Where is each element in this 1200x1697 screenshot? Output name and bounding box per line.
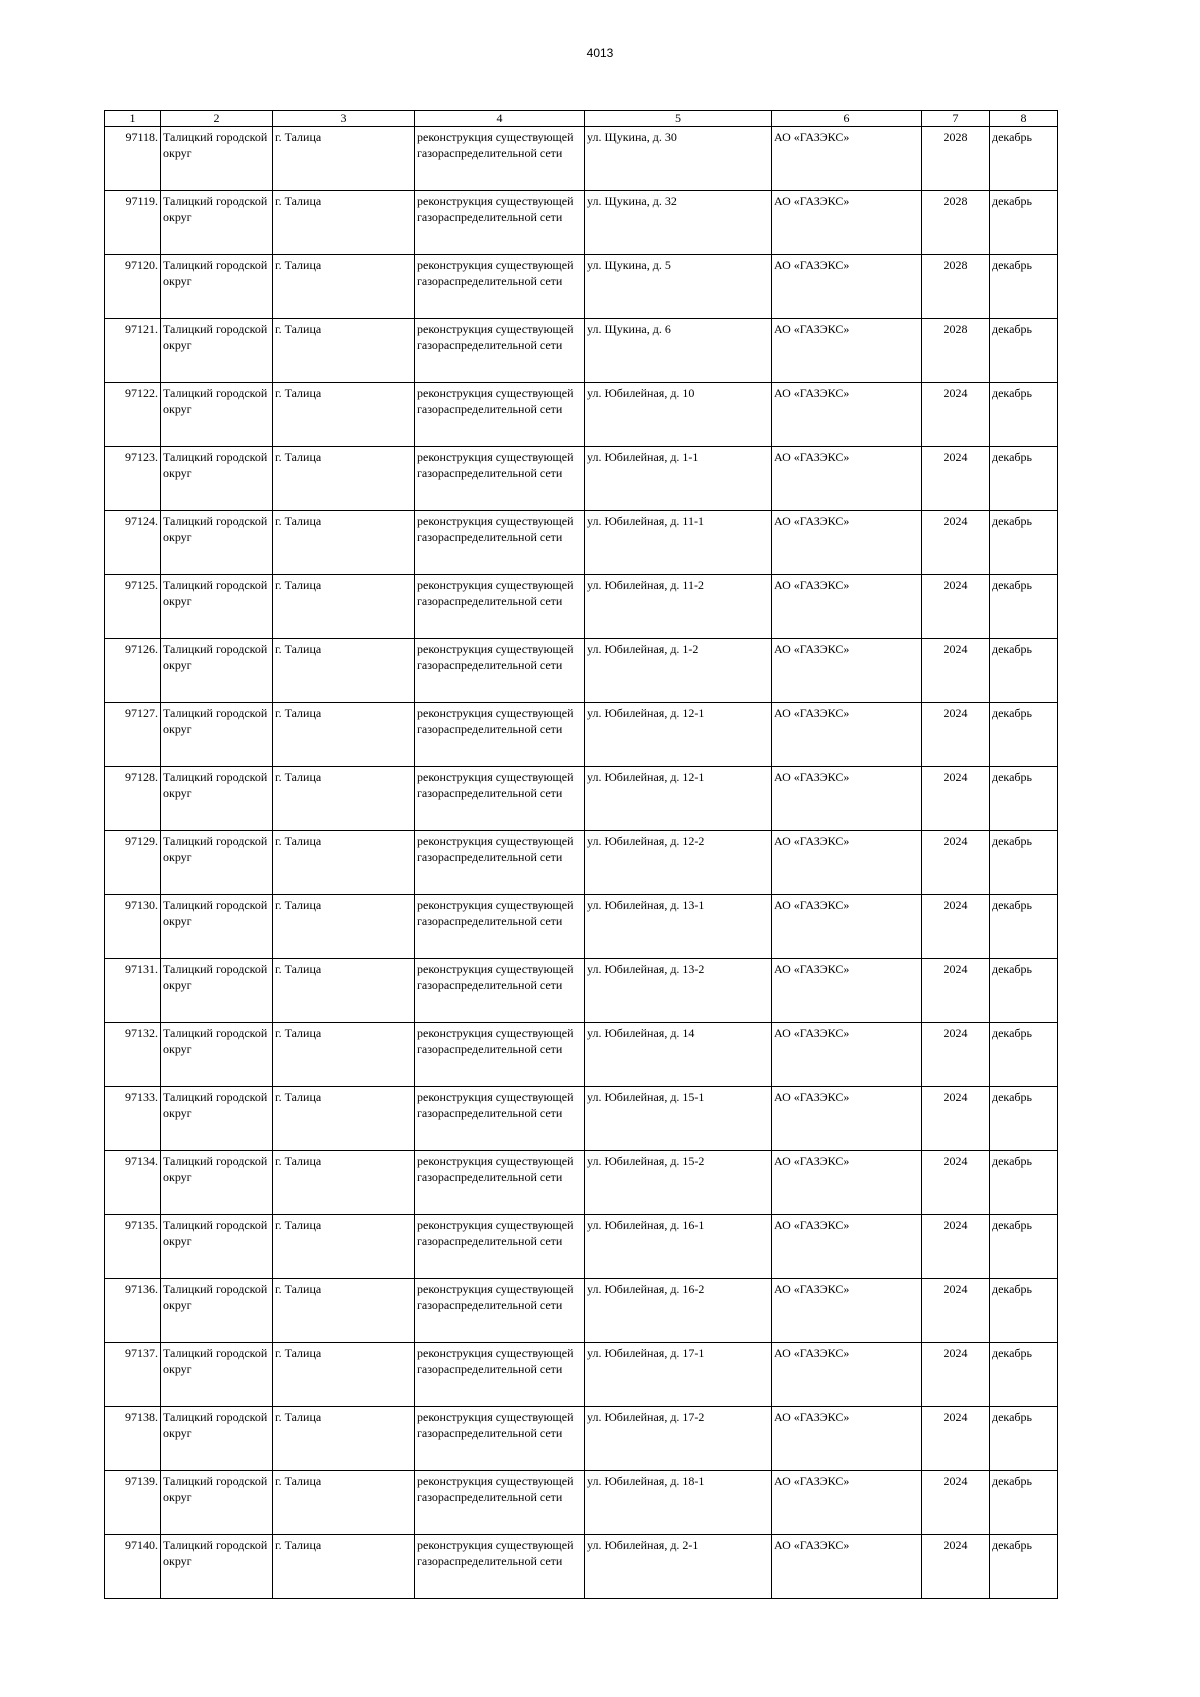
- table-row: [105, 1535, 1058, 1599]
- row-number-cell: 97119.: [105, 191, 161, 255]
- organization-cell: АО «ГАЗЭКС»: [772, 255, 922, 319]
- organization-cell: АО «ГАЗЭКС»: [772, 1343, 922, 1407]
- year-cell: 2024: [922, 639, 990, 703]
- locality-cell: г. Талица: [273, 1343, 415, 1407]
- work-type-cell: реконструкция существующей газораспределительной сети: [415, 1471, 585, 1535]
- row-number-cell: 97137.: [105, 1343, 161, 1407]
- year-cell: 2024: [922, 575, 990, 639]
- column-number: 5: [585, 111, 772, 127]
- row-number-cell: 97126.: [105, 639, 161, 703]
- work-type-cell: реконструкция существующей газораспределительной сети: [415, 1535, 585, 1599]
- table-row: [105, 959, 1058, 1023]
- year-cell: 2024: [922, 511, 990, 575]
- table-row: [105, 1151, 1058, 1215]
- work-type-cell: реконструкция существующей газораспределительной сети: [415, 447, 585, 511]
- column-number: 4: [415, 111, 585, 127]
- address-cell: ул. Юбилейная, д. 17-1: [585, 1343, 772, 1407]
- locality-cell: г. Талица: [273, 255, 415, 319]
- district-cell: Талицкий городской округ: [161, 831, 273, 895]
- table-row: [105, 447, 1058, 511]
- year-cell: 2028: [922, 255, 990, 319]
- month-cell: декабрь: [990, 191, 1058, 255]
- locality-cell: г. Талица: [273, 1151, 415, 1215]
- table-header: [105, 111, 1058, 127]
- organization-cell: АО «ГАЗЭКС»: [772, 1279, 922, 1343]
- district-cell: Талицкий городской округ: [161, 1343, 273, 1407]
- month-cell: декабрь: [990, 1535, 1058, 1599]
- district-cell: Талицкий городской округ: [161, 895, 273, 959]
- locality-cell: г. Талица: [273, 767, 415, 831]
- address-cell: ул. Щукина, д. 30: [585, 127, 772, 191]
- year-cell: 2024: [922, 447, 990, 511]
- address-cell: ул. Юбилейная, д. 1-1: [585, 447, 772, 511]
- month-cell: декабрь: [990, 1087, 1058, 1151]
- table-row: [105, 703, 1058, 767]
- district-cell: Талицкий городской округ: [161, 191, 273, 255]
- locality-cell: г. Талица: [273, 639, 415, 703]
- month-cell: декабрь: [990, 1471, 1058, 1535]
- organization-cell: АО «ГАЗЭКС»: [772, 383, 922, 447]
- column-number: 1: [105, 111, 161, 127]
- column-number: 6: [772, 111, 922, 127]
- locality-cell: г. Талица: [273, 1023, 415, 1087]
- column-number: 7: [922, 111, 990, 127]
- row-number-cell: 97136.: [105, 1279, 161, 1343]
- page-number: 4013: [586, 46, 614, 60]
- district-cell: Талицкий городской округ: [161, 1151, 273, 1215]
- organization-cell: АО «ГАЗЭКС»: [772, 639, 922, 703]
- address-cell: ул. Юбилейная, д. 13-1: [585, 895, 772, 959]
- address-cell: ул. Юбилейная, д. 13-2: [585, 959, 772, 1023]
- locality-cell: г. Талица: [273, 1535, 415, 1599]
- address-cell: ул. Юбилейная, д. 17-2: [585, 1407, 772, 1471]
- table-row: [105, 639, 1058, 703]
- address-cell: ул. Юбилейная, д. 15-1: [585, 1087, 772, 1151]
- year-cell: 2024: [922, 1343, 990, 1407]
- work-type-cell: реконструкция существующей газораспределительной сети: [415, 1215, 585, 1279]
- work-type-cell: реконструкция существующей газораспределительной сети: [415, 895, 585, 959]
- column-number: 3: [273, 111, 415, 127]
- month-cell: декабрь: [990, 127, 1058, 191]
- table-row: [105, 831, 1058, 895]
- table-row: [105, 383, 1058, 447]
- row-number-cell: 97120.: [105, 255, 161, 319]
- year-cell: 2024: [922, 1087, 990, 1151]
- organization-cell: АО «ГАЗЭКС»: [772, 767, 922, 831]
- register-table: [104, 110, 1058, 1599]
- month-cell: декабрь: [990, 1279, 1058, 1343]
- district-cell: Талицкий городской округ: [161, 511, 273, 575]
- row-number-cell: 97123.: [105, 447, 161, 511]
- year-cell: 2024: [922, 1279, 990, 1343]
- locality-cell: г. Талица: [273, 703, 415, 767]
- district-cell: Талицкий городской округ: [161, 1471, 273, 1535]
- month-cell: декабрь: [990, 383, 1058, 447]
- organization-cell: АО «ГАЗЭКС»: [772, 447, 922, 511]
- organization-cell: АО «ГАЗЭКС»: [772, 511, 922, 575]
- district-cell: Талицкий городской округ: [161, 1279, 273, 1343]
- month-cell: декабрь: [990, 639, 1058, 703]
- year-cell: 2024: [922, 1215, 990, 1279]
- year-cell: 2024: [922, 383, 990, 447]
- month-cell: декабрь: [990, 447, 1058, 511]
- district-cell: Талицкий городской округ: [161, 575, 273, 639]
- row-number-cell: 97135.: [105, 1215, 161, 1279]
- row-number-cell: 97125.: [105, 575, 161, 639]
- table-row: [105, 895, 1058, 959]
- year-cell: 2028: [922, 319, 990, 383]
- table-row: [105, 191, 1058, 255]
- district-cell: Талицкий городской округ: [161, 383, 273, 447]
- work-type-cell: реконструкция существующей газораспределительной сети: [415, 255, 585, 319]
- row-number-cell: 97124.: [105, 511, 161, 575]
- district-cell: Талицкий городской округ: [161, 959, 273, 1023]
- address-cell: ул. Юбилейная, д. 1-2: [585, 639, 772, 703]
- row-number-cell: 97122.: [105, 383, 161, 447]
- locality-cell: г. Талица: [273, 319, 415, 383]
- month-cell: декабрь: [990, 1151, 1058, 1215]
- work-type-cell: реконструкция существующей газораспределительной сети: [415, 575, 585, 639]
- year-cell: 2028: [922, 127, 990, 191]
- locality-cell: г. Талица: [273, 575, 415, 639]
- month-cell: декабрь: [990, 319, 1058, 383]
- row-number-cell: 97127.: [105, 703, 161, 767]
- address-cell: ул. Юбилейная, д. 16-2: [585, 1279, 772, 1343]
- table-row: [105, 1023, 1058, 1087]
- organization-cell: АО «ГАЗЭКС»: [772, 703, 922, 767]
- year-cell: 2024: [922, 1471, 990, 1535]
- work-type-cell: реконструкция существующей газораспределительной сети: [415, 1343, 585, 1407]
- table-row: [105, 511, 1058, 575]
- locality-cell: г. Талица: [273, 383, 415, 447]
- year-cell: 2024: [922, 1407, 990, 1471]
- address-cell: ул. Юбилейная, д. 11-2: [585, 575, 772, 639]
- locality-cell: г. Талица: [273, 1471, 415, 1535]
- table-row: [105, 1471, 1058, 1535]
- district-cell: Талицкий городской округ: [161, 1407, 273, 1471]
- month-cell: декабрь: [990, 831, 1058, 895]
- year-cell: 2028: [922, 191, 990, 255]
- organization-cell: АО «ГАЗЭКС»: [772, 575, 922, 639]
- year-cell: 2024: [922, 1535, 990, 1599]
- table-row: [105, 1343, 1058, 1407]
- organization-cell: АО «ГАЗЭКС»: [772, 959, 922, 1023]
- district-cell: Талицкий городской округ: [161, 1535, 273, 1599]
- locality-cell: г. Талица: [273, 127, 415, 191]
- year-cell: 2024: [922, 767, 990, 831]
- organization-cell: АО «ГАЗЭКС»: [772, 1087, 922, 1151]
- organization-cell: АО «ГАЗЭКС»: [772, 1023, 922, 1087]
- district-cell: Талицкий городской округ: [161, 1087, 273, 1151]
- work-type-cell: реконструкция существующей газораспределительной сети: [415, 1407, 585, 1471]
- organization-cell: АО «ГАЗЭКС»: [772, 1215, 922, 1279]
- work-type-cell: реконструкция существующей газораспределительной сети: [415, 703, 585, 767]
- month-cell: декабрь: [990, 1407, 1058, 1471]
- district-cell: Талицкий городской округ: [161, 1023, 273, 1087]
- year-cell: 2024: [922, 831, 990, 895]
- row-number-cell: 97138.: [105, 1407, 161, 1471]
- work-type-cell: реконструкция существующей газораспределительной сети: [415, 959, 585, 1023]
- work-type-cell: реконструкция существующей газораспределительной сети: [415, 319, 585, 383]
- row-number-cell: 97140.: [105, 1535, 161, 1599]
- table-row: [105, 767, 1058, 831]
- table-row: [105, 1215, 1058, 1279]
- work-type-cell: реконструкция существующей газораспределительной сети: [415, 1087, 585, 1151]
- year-cell: 2024: [922, 703, 990, 767]
- work-type-cell: реконструкция существующей газораспределительной сети: [415, 127, 585, 191]
- organization-cell: АО «ГАЗЭКС»: [772, 319, 922, 383]
- organization-cell: АО «ГАЗЭКС»: [772, 191, 922, 255]
- district-cell: Талицкий городской округ: [161, 127, 273, 191]
- address-cell: ул. Юбилейная, д. 2-1: [585, 1535, 772, 1599]
- month-cell: декабрь: [990, 255, 1058, 319]
- row-number-cell: 97132.: [105, 1023, 161, 1087]
- locality-cell: г. Талица: [273, 1279, 415, 1343]
- locality-cell: г. Талица: [273, 895, 415, 959]
- month-cell: декабрь: [990, 1215, 1058, 1279]
- locality-cell: г. Талица: [273, 191, 415, 255]
- district-cell: Талицкий городской округ: [161, 1215, 273, 1279]
- row-number-cell: 97130.: [105, 895, 161, 959]
- work-type-cell: реконструкция существующей газораспределительной сети: [415, 383, 585, 447]
- year-cell: 2024: [922, 1151, 990, 1215]
- organization-cell: АО «ГАЗЭКС»: [772, 1471, 922, 1535]
- table-row: [105, 1087, 1058, 1151]
- address-cell: ул. Юбилейная, д. 14: [585, 1023, 772, 1087]
- table-row: [105, 255, 1058, 319]
- table-row: [105, 127, 1058, 191]
- work-type-cell: реконструкция существующей газораспределительной сети: [415, 1023, 585, 1087]
- column-number-row: [105, 111, 1058, 127]
- month-cell: декабрь: [990, 511, 1058, 575]
- table-row: [105, 575, 1058, 639]
- district-cell: Талицкий городской округ: [161, 319, 273, 383]
- month-cell: декабрь: [990, 767, 1058, 831]
- year-cell: 2024: [922, 1023, 990, 1087]
- month-cell: декабрь: [990, 959, 1058, 1023]
- locality-cell: г. Талица: [273, 447, 415, 511]
- district-cell: Талицкий городской округ: [161, 639, 273, 703]
- year-cell: 2024: [922, 895, 990, 959]
- month-cell: декабрь: [990, 1343, 1058, 1407]
- row-number-cell: 97134.: [105, 1151, 161, 1215]
- work-type-cell: реконструкция существующей газораспределительной сети: [415, 1151, 585, 1215]
- address-cell: ул. Щукина, д. 5: [585, 255, 772, 319]
- organization-cell: АО «ГАЗЭКС»: [772, 1535, 922, 1599]
- locality-cell: г. Талица: [273, 1087, 415, 1151]
- address-cell: ул. Юбилейная, д. 16-1: [585, 1215, 772, 1279]
- address-cell: ул. Юбилейная, д. 10: [585, 383, 772, 447]
- district-cell: Талицкий городской округ: [161, 255, 273, 319]
- organization-cell: АО «ГАЗЭКС»: [772, 895, 922, 959]
- address-cell: ул. Юбилейная, д. 12-2: [585, 831, 772, 895]
- address-cell: ул. Юбилейная, д. 11-1: [585, 511, 772, 575]
- organization-cell: АО «ГАЗЭКС»: [772, 127, 922, 191]
- locality-cell: г. Талица: [273, 1407, 415, 1471]
- locality-cell: г. Талица: [273, 831, 415, 895]
- row-number-cell: 97129.: [105, 831, 161, 895]
- column-number: 2: [161, 111, 273, 127]
- organization-cell: АО «ГАЗЭКС»: [772, 1151, 922, 1215]
- row-number-cell: 97128.: [105, 767, 161, 831]
- address-cell: ул. Юбилейная, д. 18-1: [585, 1471, 772, 1535]
- address-cell: ул. Юбилейная, д. 15-2: [585, 1151, 772, 1215]
- month-cell: декабрь: [990, 575, 1058, 639]
- address-cell: ул. Юбилейная, д. 12-1: [585, 703, 772, 767]
- work-type-cell: реконструкция существующей газораспределительной сети: [415, 639, 585, 703]
- locality-cell: г. Талица: [273, 959, 415, 1023]
- row-number-cell: 97121.: [105, 319, 161, 383]
- month-cell: декабрь: [990, 895, 1058, 959]
- address-cell: ул. Щукина, д. 32: [585, 191, 772, 255]
- work-type-cell: реконструкция существующей газораспределительной сети: [415, 767, 585, 831]
- table-body: [105, 127, 1058, 1599]
- district-cell: Талицкий городской округ: [161, 767, 273, 831]
- row-number-cell: 97139.: [105, 1471, 161, 1535]
- work-type-cell: реконструкция существующей газораспределительной сети: [415, 1279, 585, 1343]
- year-cell: 2024: [922, 959, 990, 1023]
- work-type-cell: реконструкция существующей газораспределительной сети: [415, 191, 585, 255]
- work-type-cell: реконструкция существующей газораспределительной сети: [415, 511, 585, 575]
- table-row: [105, 1407, 1058, 1471]
- locality-cell: г. Талица: [273, 1215, 415, 1279]
- work-type-cell: реконструкция существующей газораспределительной сети: [415, 831, 585, 895]
- month-cell: декабрь: [990, 1023, 1058, 1087]
- organization-cell: АО «ГАЗЭКС»: [772, 1407, 922, 1471]
- table-row: [105, 319, 1058, 383]
- address-cell: ул. Щукина, д. 6: [585, 319, 772, 383]
- organization-cell: АО «ГАЗЭКС»: [772, 831, 922, 895]
- row-number-cell: 97133.: [105, 1087, 161, 1151]
- address-cell: ул. Юбилейная, д. 12-1: [585, 767, 772, 831]
- district-cell: Талицкий городской округ: [161, 703, 273, 767]
- row-number-cell: 97131.: [105, 959, 161, 1023]
- month-cell: декабрь: [990, 703, 1058, 767]
- district-cell: Талицкий городской округ: [161, 447, 273, 511]
- row-number-cell: 97118.: [105, 127, 161, 191]
- locality-cell: г. Талица: [273, 511, 415, 575]
- column-number: 8: [990, 111, 1058, 127]
- table-row: [105, 1279, 1058, 1343]
